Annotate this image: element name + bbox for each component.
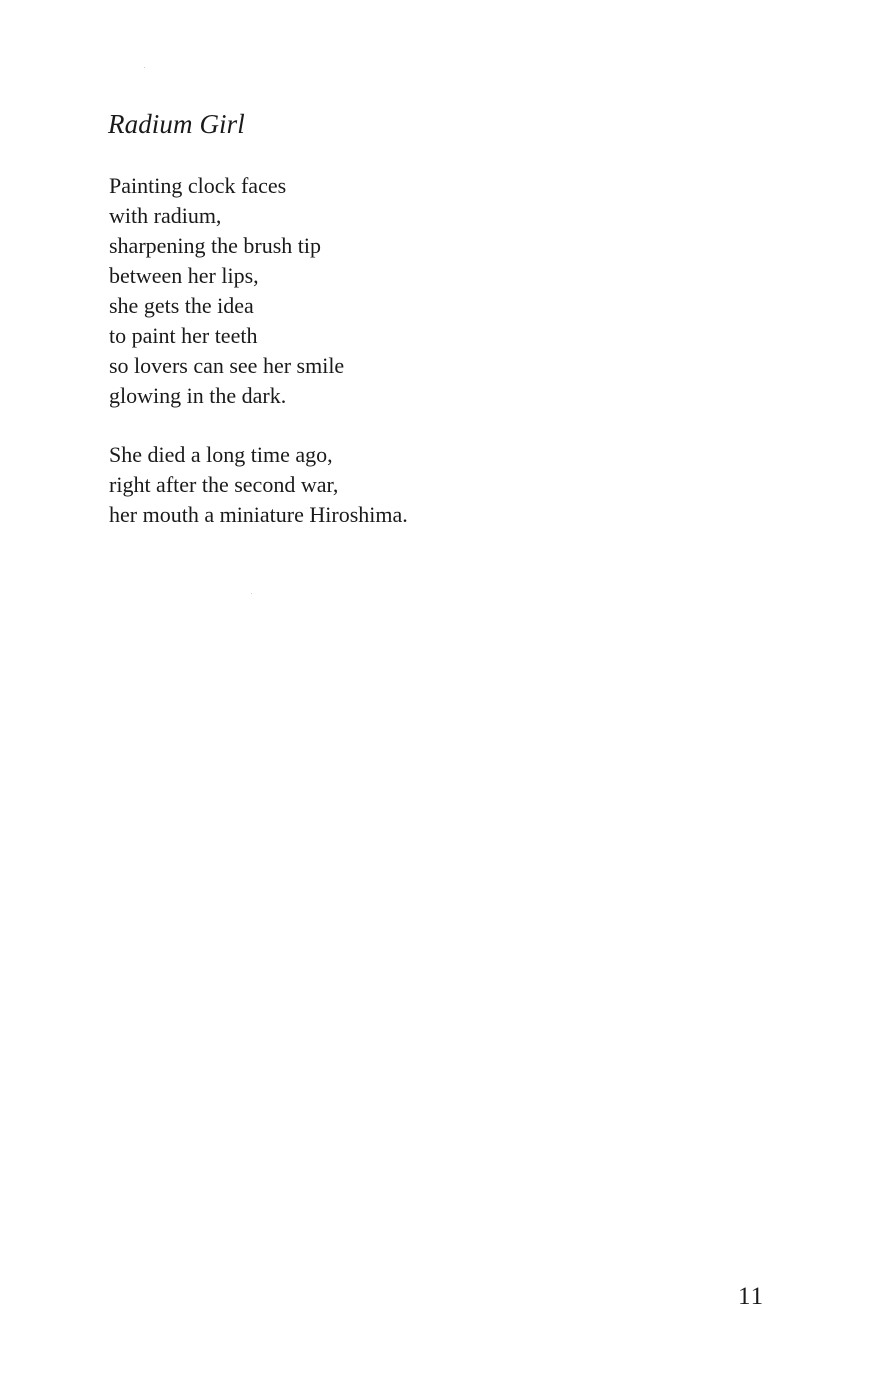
poem-line: between her lips, — [109, 263, 259, 288]
page-number: 11 — [738, 1283, 765, 1310]
paper-speck — [251, 593, 252, 594]
poem-line: right after the second war, — [109, 472, 339, 497]
stanza-2 — [109, 440, 408, 530]
poem-line: so lovers can see her smile — [109, 353, 345, 378]
poem-line: to paint her teeth — [109, 323, 258, 348]
poem-title: Radium Girl — [108, 109, 245, 139]
poem-line: glowing in the dark. — [109, 383, 287, 408]
poem-line: she gets the idea — [109, 293, 254, 318]
stanza-1 — [109, 171, 344, 411]
poem-line: She died a long time ago, — [109, 442, 333, 467]
poem-line: Painting clock faces — [109, 173, 287, 198]
poem-line: with radium, — [109, 203, 222, 228]
poem-line: sharpening the brush tip — [109, 233, 322, 258]
paper-speck — [144, 67, 145, 68]
poem-line: her mouth a miniature Hiroshima. — [109, 502, 408, 527]
